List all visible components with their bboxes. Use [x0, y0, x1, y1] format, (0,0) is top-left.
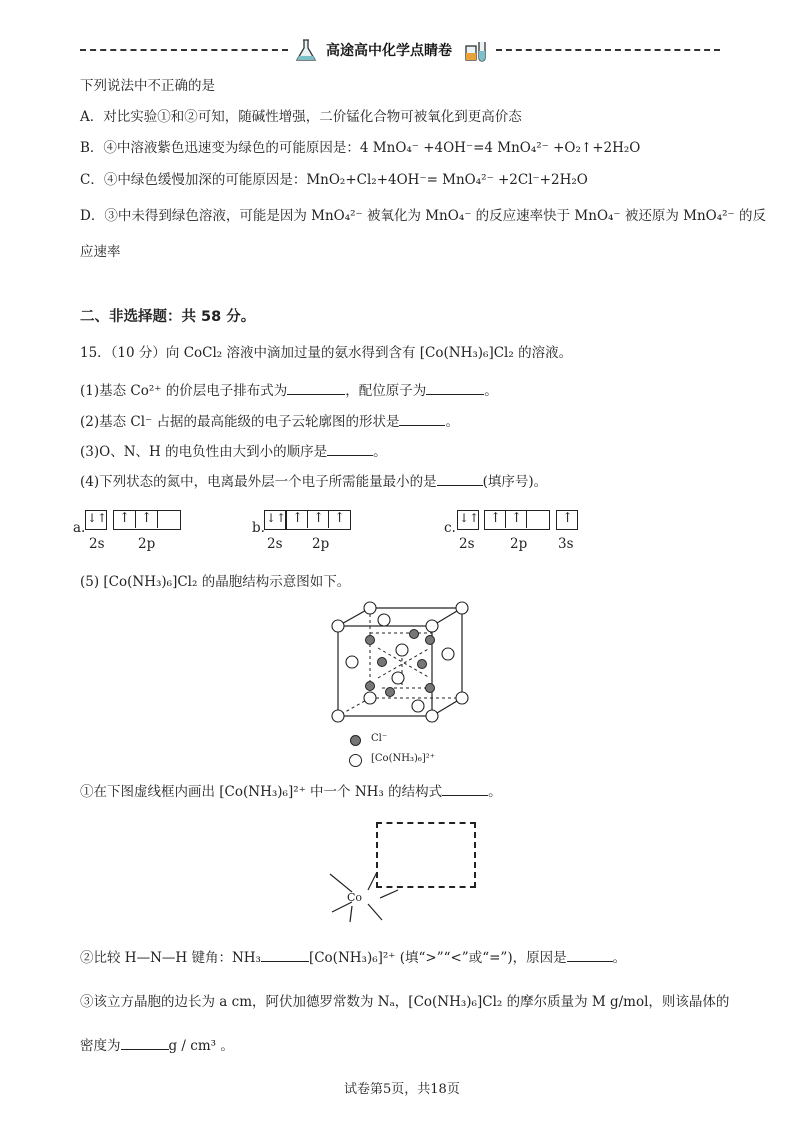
orbital-c-2p-divider	[505, 510, 506, 528]
q15-part2	[80, 411, 459, 432]
answer-blank[interactable]	[399, 411, 445, 426]
q15-part2-text-a: (2)基态 Cl⁻ 占据的最高能级的电子云轮廓图的形状是	[80, 414, 400, 430]
q15-sub1	[80, 781, 502, 802]
q14-option-a: A．对比实验①和②可知，随碱性增强，二价锰化合物可被氧化到更高价态	[80, 109, 522, 125]
orbital-label-3s: 3s	[558, 536, 574, 552]
q15-part3-text-b: 。	[373, 444, 387, 460]
q14-option-c: C．④中绿色缓慢加深的可能原因是：MnO₂+Cl₂+4OH⁻= MnO₄²⁻ +2Cl⁻+2H₂O	[80, 172, 588, 188]
q15-part4-text-b: (填序号)。	[482, 474, 548, 490]
q15-sub2-text-b: [Co(NH₃)₆]²⁺ (填“>”“<”或“=”)，原因是	[308, 950, 567, 966]
orbital-b-2p-divider	[328, 510, 329, 528]
electron-up-arrow: ↑	[141, 510, 153, 526]
q15-part1-text-a: (1)基态 Co²⁺ 的价层电子排布式为	[80, 383, 288, 399]
electron-up-arrow: ↑	[119, 510, 131, 526]
header-left-dash	[80, 49, 288, 51]
orbital-option-b-label: b.	[252, 520, 265, 536]
electron-up-arrow: ↑	[562, 510, 574, 526]
electron-up-arrow: ↑	[511, 510, 523, 526]
legend-co-label: [Co(NH₃)₆]²⁺	[371, 753, 436, 764]
answer-blank[interactable]	[327, 441, 373, 456]
orbital-label-2s: 2s	[267, 536, 283, 552]
orbital-a-2p-divider	[157, 510, 158, 528]
q15-part3	[80, 441, 387, 462]
orbital-label-2p: 2p	[510, 536, 528, 552]
q15-sub2-text-c: 。	[612, 950, 627, 966]
page-footer: 试卷第5页，共18页	[344, 1082, 460, 1097]
orbital-b-2p-divider	[307, 510, 308, 528]
q15-part5: (5) [Co(NH₃)₆]Cl₂ 的晶胞结构示意图如下。	[80, 574, 351, 590]
answer-blank[interactable]	[567, 947, 613, 962]
q15-part4-text-a: (4)下列状态的氮中，电离最外层一个电子所需能量最小的是	[80, 474, 437, 490]
orbital-label-2p: 2p	[312, 536, 330, 552]
q15-part4	[80, 471, 547, 492]
q14-stem: 下列说法中不正确的是	[80, 78, 215, 94]
q15-sub1-text-b: 。	[488, 784, 502, 800]
legend-cl-marker	[350, 735, 361, 746]
orbital-option-a-label: a.	[73, 520, 86, 536]
q15-part1-text-b: ，配位原子为	[345, 383, 427, 399]
answer-blank[interactable]	[121, 1035, 169, 1050]
answer-blank[interactable]	[426, 380, 484, 395]
orbital-a-2p-divider	[135, 510, 136, 528]
orbital-c-2p-divider	[526, 510, 527, 528]
legend-cl-label: Cl⁻	[371, 733, 388, 744]
q15-sub3-text-c: g / cm³ 。	[168, 1038, 234, 1054]
orbital-label-2s: 2s	[89, 536, 105, 552]
electron-up-arrow: ↑	[490, 510, 502, 526]
q15-part3-text-a: (3)O、N、H 的电负性由大到小的顺序是	[80, 444, 328, 460]
q15-sub3-line1: ③该立方晶胞的边长为 a cm，阿伏加德罗常数为 Nₐ，[Co(NH₃)₆]Cl₂ 的摩尔质量为 M g/mol，则该晶体的	[80, 994, 730, 1010]
q15-sub2	[80, 947, 626, 968]
q14-option-d-line1: D．③中未得到绿色溶液，可能是因为 MnO₄²⁻ 被氧化为 MnO₄⁻ 的反应速率快于 MnO₄⁻ 被还原为 MnO₄²⁻ 的反	[80, 208, 766, 224]
q15-part1	[80, 380, 498, 401]
electron-pair-arrow: ↓↑	[459, 511, 480, 525]
q15-sub2-text-a: ②比较 H—N—H 键角：NH₃	[80, 950, 261, 966]
beaker-icon	[462, 38, 488, 68]
electron-up-arrow: ↑	[334, 510, 346, 526]
q15-sub1-text-a: ①在下图虚线框内画出 [Co(NH₃)₆]²⁺ 中一个 NH₃ 的结构式	[80, 784, 443, 800]
electron-pair-arrow: ↓↑	[266, 511, 287, 525]
electron-pair-arrow: ↓↑	[87, 511, 108, 525]
answer-blank[interactable]	[261, 947, 309, 962]
q15-part2-text-b: 。	[445, 414, 459, 430]
header-title: 高途高中化学点睛卷	[326, 43, 452, 59]
q15-stem: 15．（10 分）向 CoCl₂ 溶液中滴加过量的氨水得到含有 [Co(NH₃)₆]Cl₂ 的溶液。	[80, 345, 573, 361]
q15-part1-text-c: 。	[484, 383, 498, 399]
orbital-label-2p: 2p	[138, 536, 156, 552]
q14-option-d-line2: 应速率	[80, 244, 121, 260]
orbital-label-2s: 2s	[459, 536, 475, 552]
electron-up-arrow: ↑	[313, 510, 325, 526]
q14-option-b: B．④中溶液紫色迅速变为绿色的可能原因是：4 MnO₄⁻ +4OH⁻=4 MnO₄²⁻ +O₂↑+2H₂O	[80, 140, 641, 156]
orbital-option-c-label: c.	[444, 520, 456, 536]
electron-up-arrow: ↑	[292, 510, 304, 526]
q15-sub3-line2	[80, 1035, 234, 1056]
answer-blank[interactable]	[442, 781, 488, 796]
flask-icon	[294, 38, 318, 68]
q15-sub3-text-b: 密度为	[80, 1038, 121, 1054]
co-center-label: Co	[347, 891, 363, 904]
crystal-cell-diagram	[322, 598, 482, 732]
answer-blank[interactable]	[287, 380, 345, 395]
answer-blank[interactable]	[437, 471, 483, 486]
legend-co-marker	[349, 754, 362, 767]
header-right-dash	[496, 49, 720, 51]
section-title: 二、非选择题：共 58 分。	[80, 309, 256, 325]
